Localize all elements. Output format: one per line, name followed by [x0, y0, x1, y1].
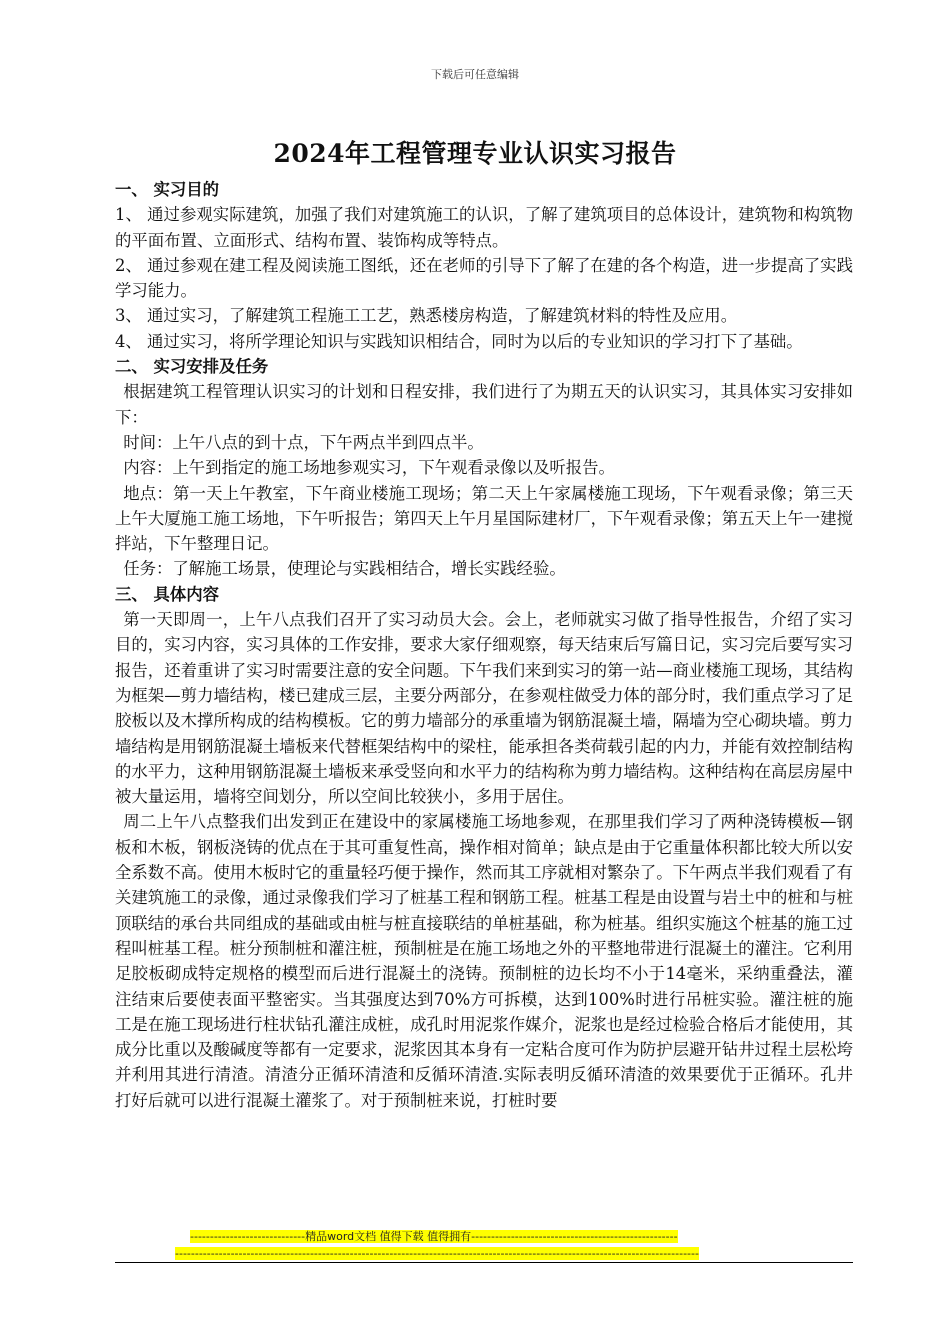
details-day1-paragraph: 第一天即周一，上午八点我们召开了实习动员大会。会上，老师就实习做了指导性报告，介绍了实习目的，实习内容，实习具体的工作安排，要求大家仔细观察，每天结束后写篇日记，实习完后要写实习报告，还着重讲了实习时需要注意的安全问题。下午我们来到实习的第一站—商业楼施工现场，其结构为框架—剪力墙结构，楼已建成三层，主要分两部分，在参观柱做受力体的部分时，我们重点学习了足胶板以及木撑所构成的结构模板。它的剪力墙部分的承重墙为钢筋混凝土墙，隔墙为空心砌块墙。剪力墙结构是用钢筋混凝土墙板来代替框架结构中的梁柱，能承担各类荷载引起的内力，并能有效控制结构的水平力，这种用钢筋混凝土墙板来承受竖向和水平力的结构称为剪力墙结构。这种结构在高层房屋中被大量运用，墙将空间划分，所以空间比较狭小，多用于居住。	[115, 610, 853, 807]
arrangement-intro: 根据建筑工程管理认识实习的计划和日程安排，我们进行了为期五天的认识实习，其具体实习安排如下：	[115, 382, 853, 427]
purpose-item-2: 2、 通过参观在建工程及阅读施工图纸，还在老师的引导下了解了在建的各个构造，进一步提高了实践学习能力。	[115, 255, 853, 301]
section-heading-purpose: 一、 实习目的	[115, 180, 220, 199]
arrangement-content: 内容：上午到指定的施工场地参观实习，下午观看录像以及听报告。	[123, 458, 615, 478]
arrangement-location: 地点：第一天上午教室，下午商业楼施工现场；第二天上午家属楼施工现场，下午观看录像；第三天上午大厦施工施工场地，下午听报告；第四天上午月星国际建材厂，下午观看录像；第五天上午一建搅拌站，下午整理日记。	[115, 483, 853, 554]
footer-highlight-1: -----------------------------精品word文档 值得下载 值得拥有----------------------------------------------------	[190, 1230, 678, 1243]
document-title: 2024年工程管理专业认识实习报告	[273, 139, 677, 168]
header-note: 下载后可任意编辑	[431, 68, 519, 81]
arrangement-time: 时间：上午八点的到十点，下午两点半到四点半。	[123, 432, 484, 452]
purpose-item-3: 3、 通过实习，了解建筑工程施工工艺，熟悉楼房构造，了解建筑材料的特性及应用。	[115, 306, 738, 326]
footer-banner	[115, 1228, 853, 1262]
footer-line-1	[115, 1228, 853, 1245]
section-heading-details: 三、 具体内容	[115, 584, 220, 604]
section-heading-arrangement: 二、 实习安排及任务	[115, 357, 269, 377]
purpose-item-1: 1、 通过参观实际建筑，加强了我们对建筑施工的认识，了解了建筑项目的总体设计，建筑物和构筑物的平面布置、立面形式、结构布置、装饰构成等特点。	[115, 205, 853, 250]
purpose-item-4: 4、 通过实习，将所学理论知识与实践知识相结合，同时为以后的专业知识的学习打下了基础。	[115, 331, 803, 351]
details-day2-paragraph: 周二上午八点整我们出发到正在建设中的家属楼施工场地参观，在那里我们学习了两种浇铸模板—钢板和木板，钢板浇铸的优点在于其可重复性高，操作相对简单；缺点是由于它重量体积都比较大所以安全系数不高。使用木板时它的重量轻巧便于操作，然而其工序就相对繁杂了。下午两点半我们观看了有关建筑施工的录像，通过录像我们学习了桩基工程和钢筋工程。桩基工程是由设置与岩土中的桩和与桩顶联结的承台共同组成的基础或由桩与桩直接联结的单桩基础，称为桩基。组织实施这个桩基的施工过程叫桩基工程。桩分预制桩和灌注桩，预制桩是在施工场地之外的平整地带进行混凝土的灌注。它利用足胶板砌成特定规格的模型而后进行混凝土的浇铸。预制桩的边长均不小于14毫米，采纳重叠法，灌注结束后要使表面平整密实。当其强度达到70%方可拆模，达到100%时进行吊桩实验。灌注桩的施工是在施工现场进行柱状钻孔灌注成桩，成孔时用泥浆作媒介，泥浆也是经过检验合格后才能使用，其成分比重以及酸碱度等都有一定要求，泥浆因其本身有一定粘合度可作为防护层避开钻井过程土层松垮并利用其进行清渣。清渣分正循环清渣和反循环清渣.实际表明反循环清渣的效果要优于正循环。孔井打好后就可以进行混凝土灌浆了。对于预制桩来说，打桩时要	[115, 812, 853, 1110]
arrangement-task: 任务：了解施工场景，使理论与实践相结合，增长实践经验。	[123, 559, 566, 579]
footer-highlight-2: ------------------------------------------------------------------------------------------------------------------------------------	[175, 1247, 699, 1260]
footer-line-2	[115, 1245, 853, 1262]
document-body	[115, 177, 853, 1113]
footer-rule	[115, 1262, 853, 1263]
